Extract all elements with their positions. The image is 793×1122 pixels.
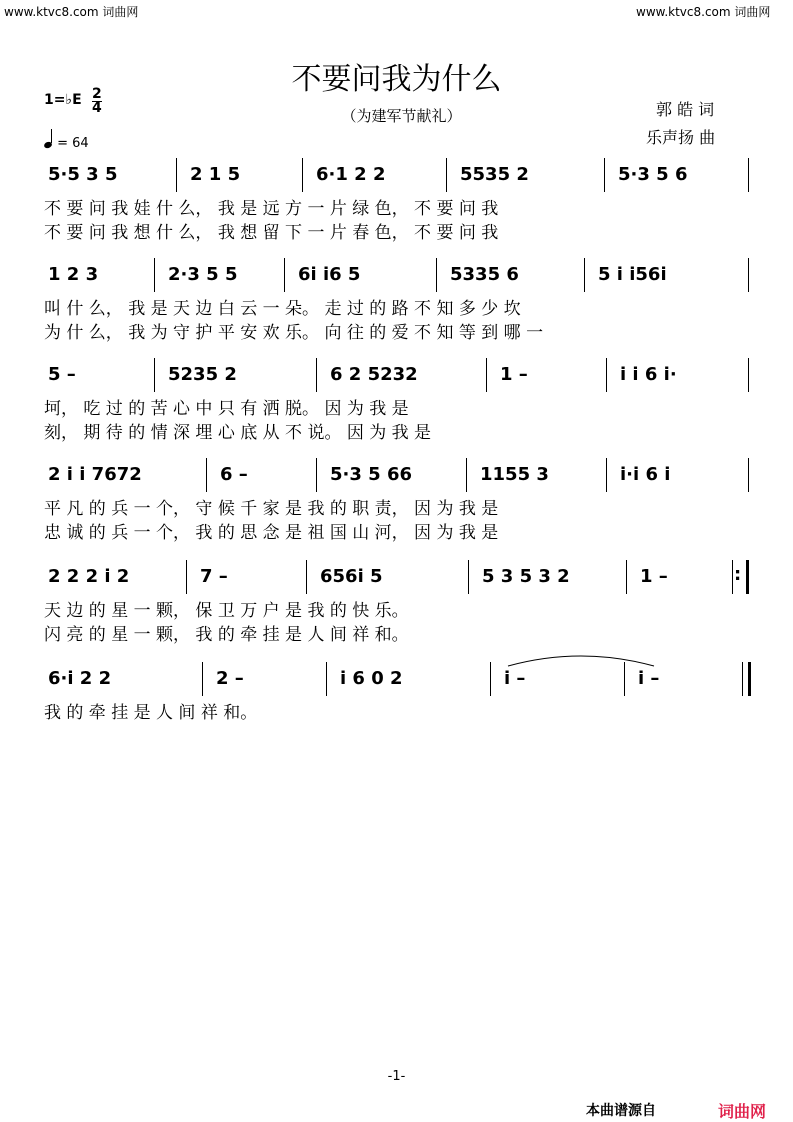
song-subtitle: （为建军节献礼） — [341, 107, 462, 125]
lyric-verse-1: 不 要 问 我 娃 什 么， 我 是 远 方 一 片 绿 色， 不 要 问 我 — [44, 199, 499, 219]
measure: 2 2 2 i 2 — [48, 566, 130, 587]
measure: 5·5 3 5 — [48, 164, 118, 185]
measure: 5 i i56i — [598, 264, 667, 285]
measure: i i 6 i· — [620, 364, 677, 385]
measure: 5 – — [48, 364, 76, 385]
lyric-verse-1: 平 凡 的 兵 一 个， 守 候 千 家 是 我 的 职 责， 因 为 我 是 — [44, 499, 499, 519]
lyric-verse-2: 不 要 问 我 想 什 么， 我 想 留 下 一 片 春 色， 不 要 问 我 — [44, 223, 499, 243]
key-signature: 1=♭E — [44, 92, 82, 108]
measure: 2 i i 7672 — [48, 464, 142, 485]
lyric-verse-2: 闪 亮 的 星 一 颗， 我 的 牵 挂 是 人 间 祥 和。 — [44, 625, 409, 645]
tie-arc — [506, 652, 656, 668]
measure: 2·3 5 5 — [168, 264, 238, 285]
measure: 7 – — [200, 566, 228, 587]
watermark-right: www.ktvc8.com 词曲网 — [636, 5, 771, 19]
source-label: 本曲谱源自 — [586, 1103, 656, 1119]
measure: 6 2 5232 — [330, 364, 418, 385]
lyric-verse-1: 天 边 的 星 一 颗， 保 卫 万 户 是 我 的 快 乐。 — [44, 601, 409, 621]
measure: 656i 5 — [320, 566, 383, 587]
measure: 5235 2 — [168, 364, 237, 385]
measure: 6 – — [220, 464, 248, 485]
lyric-verse-1: 叫 什 么， 我 是 天 边 白 云 一 朵。 走 过 的 路 不 知 多 少 坎 — [44, 299, 521, 319]
lyric-verse-1: 我 的 牵 挂 是 人 间 祥 和。 — [44, 703, 258, 723]
song-title: 不要问我为什么 — [291, 62, 502, 97]
composer-credit: 乐声扬 曲 — [646, 128, 716, 147]
watermark-left: www.ktvc8.com 词曲网 — [4, 5, 139, 19]
time-signature — [92, 88, 102, 115]
page-number: -1- — [387, 1069, 406, 1084]
measure: 5·3 5 66 — [330, 464, 412, 485]
measure: 1 2 3 — [48, 264, 99, 285]
measure: i – — [638, 668, 660, 689]
measure: i – — [504, 668, 526, 689]
lyric-verse-1: 坷， 吃 过 的 苦 心 中 只 有 洒 脱。 因 为 我 是 — [44, 399, 409, 419]
site-logo[interactable]: 词曲网 — [718, 1102, 767, 1121]
measure: i·i 6 i — [620, 464, 671, 485]
measure: 5335 6 — [450, 264, 519, 285]
measure: 1 – — [640, 566, 668, 587]
tempo-value: = 64 — [57, 136, 89, 151]
measure: 6·1 2 2 — [316, 164, 386, 185]
measure: 5 3 5 3 2 — [482, 566, 570, 587]
lyric-verse-2: 为 什 么， 我 为 守 护 平 安 欢 乐。 向 往 的 爱 不 知 等 到 哪 一 — [44, 323, 544, 343]
measure: 2 1 5 — [190, 164, 241, 185]
time-bottom: 4 — [92, 100, 102, 116]
lyric-verse-2: 刻， 期 待 的 情 深 埋 心 底 从 不 说。 因 为 我 是 — [44, 423, 432, 443]
lyric-verse-2: 忠 诚 的 兵 一 个， 我 的 思 念 是 祖 国 山 河， 因 为 我 是 — [44, 523, 499, 543]
time-top: 2 — [92, 86, 102, 102]
tempo-marking — [44, 133, 89, 151]
measure: 5535 2 — [460, 164, 529, 185]
measure: 1 – — [500, 364, 528, 385]
measure: 6i i6 5 — [298, 264, 361, 285]
measure: i 6 0 2 — [340, 668, 403, 689]
measure: 6·i 2 2 — [48, 668, 112, 689]
measure: 1155 3 — [480, 464, 549, 485]
measure: 5·3 5 6 — [618, 164, 688, 185]
measure: 2 – — [216, 668, 244, 689]
repeat-sign: : — [734, 564, 742, 585]
lyricist-credit: 郭 皓 词 — [656, 100, 715, 119]
